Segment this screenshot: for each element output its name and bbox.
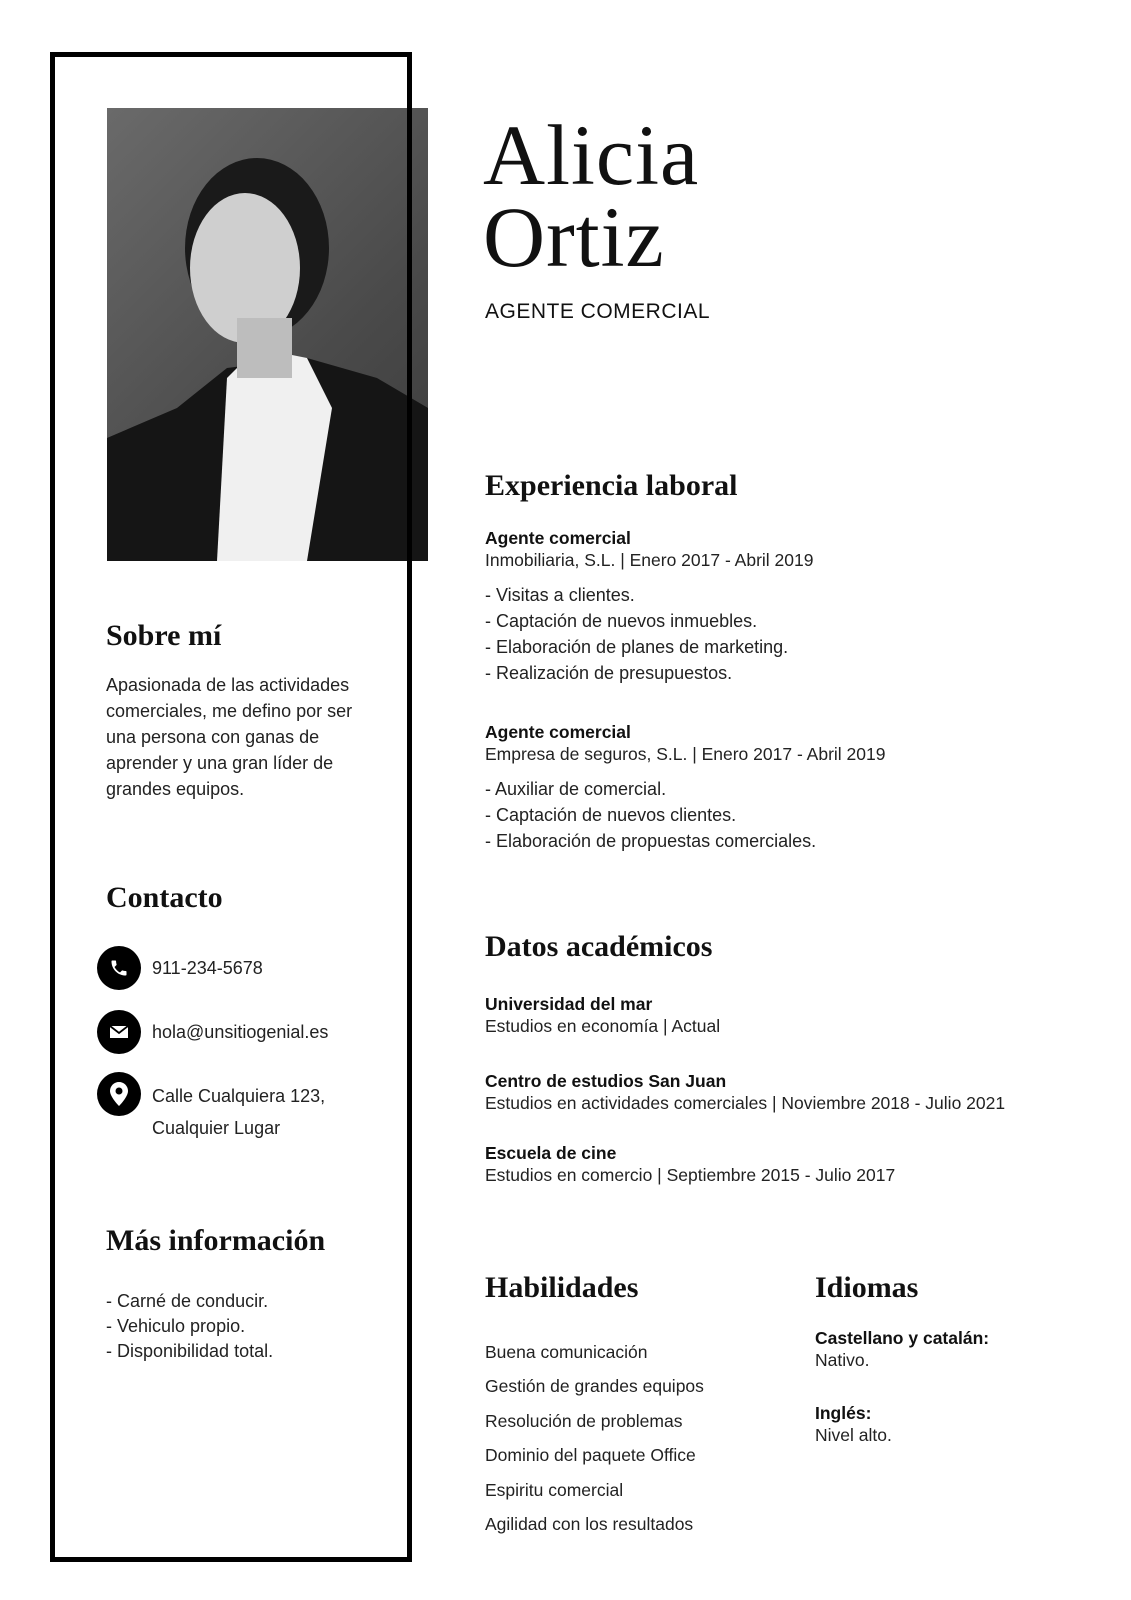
language-name: Castellano y catalán: bbox=[815, 1328, 990, 1348]
school-detail: Estudios en comercio | Septiembre 2015 - Julio 2017 bbox=[485, 1165, 896, 1185]
skill-item: Buena comunicación bbox=[485, 1342, 648, 1362]
school-detail: Estudios en actividades comerciales | Noviembre 2018 - Julio 2021 bbox=[485, 1093, 1006, 1113]
experience-title: Experiencia laboral bbox=[485, 469, 738, 502]
address-line: Calle Cualquiera 123, bbox=[152, 1086, 326, 1106]
education-entry bbox=[485, 993, 720, 1037]
about-line: grandes equipos. bbox=[106, 779, 245, 799]
job-bullet: - Elaboración de propuestas comerciales. bbox=[485, 831, 817, 851]
job-bullet: - Captación de nuevos clientes. bbox=[485, 805, 737, 825]
last-name: Ortiz bbox=[483, 189, 665, 285]
school-name: Universidad del mar bbox=[485, 994, 653, 1014]
skill-item: Espiritu comercial bbox=[485, 1479, 624, 1500]
more-info-item: - Disponibilidad total. bbox=[106, 1341, 274, 1361]
education-entry bbox=[485, 1142, 895, 1186]
education-title: Datos académicos bbox=[485, 930, 713, 963]
more-info-item: - Vehiculo propio. bbox=[106, 1316, 246, 1336]
about-line: aprender y una gran líder de bbox=[106, 753, 334, 773]
skill-item: Agilidad con los resultados bbox=[485, 1514, 694, 1535]
contact-title: Contacto bbox=[106, 881, 223, 914]
skills-list bbox=[485, 1335, 704, 1541]
school-name: Escuela de cine bbox=[485, 1143, 617, 1163]
language-name: Inglés: bbox=[815, 1403, 872, 1423]
more-info-item: - Carné de conducir. bbox=[106, 1291, 269, 1311]
contact-address bbox=[152, 1080, 325, 1144]
language-entry bbox=[815, 1327, 989, 1371]
job-subtitle: Empresa de seguros, S.L. | Enero 2017 - Abril 2019 bbox=[485, 744, 886, 764]
job-title: Agente comercial bbox=[485, 528, 631, 548]
about-line: Apasionada de las actividades bbox=[106, 675, 350, 695]
skill-item: Gestión de grandes equipos bbox=[485, 1376, 704, 1397]
languages-title: Idiomas bbox=[815, 1271, 919, 1304]
skill-item: Dominio del paquete Office bbox=[485, 1445, 696, 1466]
phone-icon bbox=[97, 946, 141, 990]
skills-title: Habilidades bbox=[485, 1271, 639, 1304]
job-entry bbox=[485, 721, 885, 854]
more-info-list bbox=[106, 1289, 273, 1364]
language-level: Nativo. bbox=[815, 1350, 870, 1370]
job-bullet: - Elaboración de planes de marketing. bbox=[485, 637, 789, 657]
contact-phone: 911-234-5678 bbox=[152, 958, 263, 978]
about-line: una persona con ganas de bbox=[106, 727, 320, 747]
location-pin-icon bbox=[97, 1072, 141, 1116]
about-title: Sobre mí bbox=[106, 619, 222, 652]
about-line: comerciales, me defino por ser bbox=[106, 701, 353, 721]
education-entry bbox=[485, 1070, 1005, 1114]
language-entry bbox=[815, 1402, 892, 1446]
about-text bbox=[106, 672, 352, 802]
school-name: Centro de estudios San Juan bbox=[485, 1071, 727, 1091]
job-bullet: - Visitas a clientes. bbox=[485, 585, 635, 605]
job-bullet: - Captación de nuevos inmuebles. bbox=[485, 611, 758, 631]
mail-icon bbox=[97, 1010, 141, 1054]
job-role: AGENTE COMERCIAL bbox=[485, 300, 711, 323]
contact-email: hola@unsitiogenial.es bbox=[152, 1022, 329, 1042]
more-info-title: Más información bbox=[106, 1224, 326, 1257]
job-bullet: - Realización de presupuestos. bbox=[485, 663, 733, 683]
job-entry bbox=[485, 527, 813, 686]
job-title: Agente comercial bbox=[485, 722, 631, 742]
first-name: Alicia bbox=[483, 107, 700, 203]
skill-item: Resolución de problemas bbox=[485, 1410, 683, 1431]
job-bullet: - Auxiliar de comercial. bbox=[485, 779, 667, 799]
job-subtitle: Inmobiliaria, S.L. | Enero 2017 - Abril 2019 bbox=[485, 550, 814, 570]
address-line: Cualquier Lugar bbox=[152, 1118, 281, 1138]
language-level: Nivel alto. bbox=[815, 1425, 892, 1445]
school-detail: Estudios en economía | Actual bbox=[485, 1016, 721, 1036]
